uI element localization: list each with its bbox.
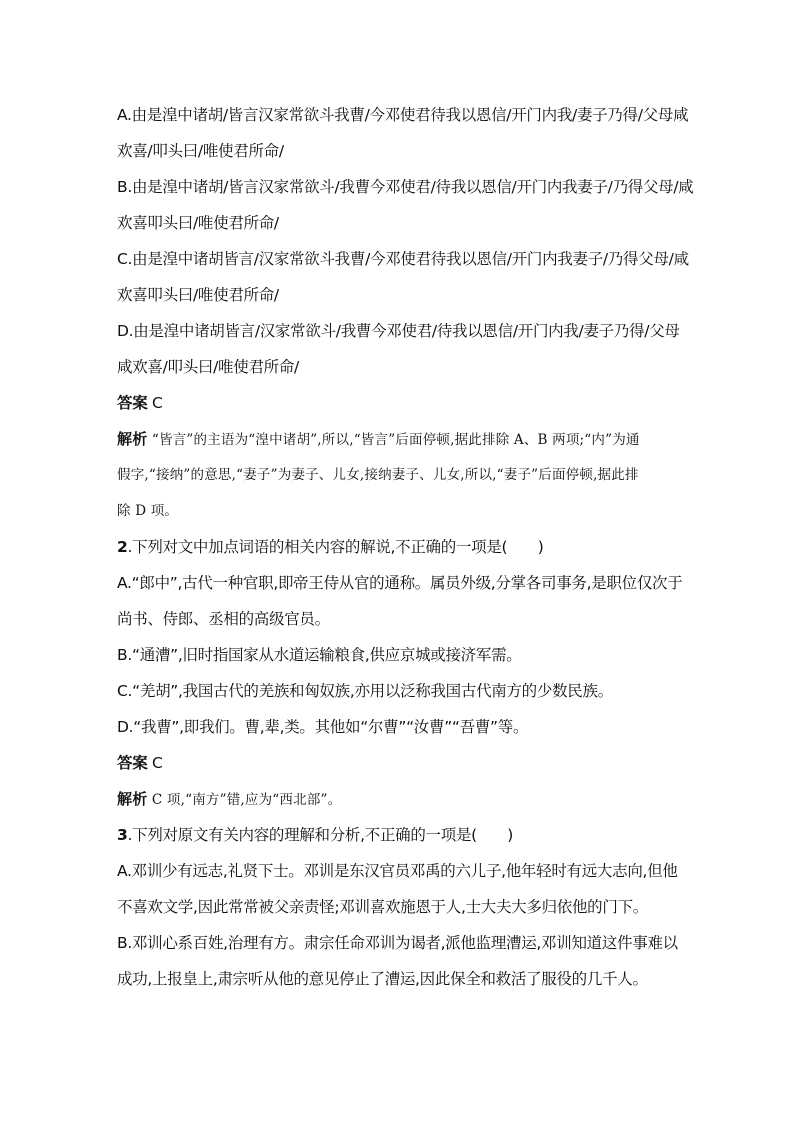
q2-option-d: D.“我曹”,即我们。曹,辈,类。其他如“尔曹”“汝曹”“吾曹”等。	[117, 718, 529, 736]
q2-option-b: B.“通漕”,旧时指国家从水道运输粮食,供应京城或接济军需。	[117, 646, 522, 664]
q2-answer: 答案 C	[117, 754, 163, 772]
q2-stem: 2.下列对文中加点词语的相关内容的解说,不正确的一项是( )	[117, 538, 544, 556]
q2-option-a: A.“郎中”,古代一种官职,即帝王侍从官的通称。属员外级,分掌各司事务,是职位仅次于 尚书、侍郎、丞相的高级官员。	[117, 574, 683, 628]
q1-option-a: A.由是湟中诸胡/皆言汉家常欲斗我曹/今邓使君待我以恩信/开门内我/妻子乃得/父母咸 欢喜/叩头曰/唯使君所命/	[117, 106, 689, 160]
q1-answer: 答案 C	[117, 394, 163, 412]
q1-option-b: B.由是湟中诸胡/皆言汉家常欲斗/我曹今邓使君/待我以恩信/开门内我妻子/乃得父母/咸 欢喜叩头曰/唯使君所命/	[117, 178, 694, 232]
q2-option-c: C.“羌胡”,我国古代的羌族和匈奴族,亦用以泛称我国古代南方的少数民族。	[117, 682, 613, 700]
q1-analysis: 解析 “皆言”的主语为“湟中诸胡”,所以,“皆言”后面停顿,据此排除 A、B 两项;“内”为通 假字,“接纳”的意思,“妻子”为妻子、儿女,接纳妻子、儿女,所以,“妻子”后面停顿,据此排 除 D 项。	[117, 430, 640, 519]
q2-analysis: 解析 C 项,“南方”错,应为“西北部”。	[117, 790, 342, 808]
document-page	[117, 97, 707, 997]
q3-option-a: A.邓训少有远志,礼贤下士。邓训是东汉官员邓禹的六儿子,他年轻时有远大志向,但他 不喜欢文学,因此常常被父亲责怪;邓训喜欢施恩于人,士大夫大多归依他的门下。	[117, 862, 678, 916]
q1-option-d: D.由是湟中诸胡皆言/汉家常欲斗/我曹今邓使君/待我以恩信/开门内我/妻子乃得/父母 咸欢喜/叩头曰/唯使君所命/	[117, 322, 680, 376]
q3-stem: 3.下列对原文有关内容的理解和分析,不正确的一项是( )	[117, 826, 514, 844]
q1-option-c: C.由是湟中诸胡皆言/汉家常欲斗我曹/今邓使君待我以恩信/开门内我妻子/乃得父母/咸 欢喜叩头曰/唯使君所命/	[117, 250, 689, 304]
q3-option-b: B.邓训心系百姓,治理有方。肃宗任命邓训为谒者,派他监理漕运,邓训知道这件事难以 成功,上报皇上,肃宗听从他的意见停止了漕运,因此保全和救活了服役的几千人。	[117, 934, 678, 988]
